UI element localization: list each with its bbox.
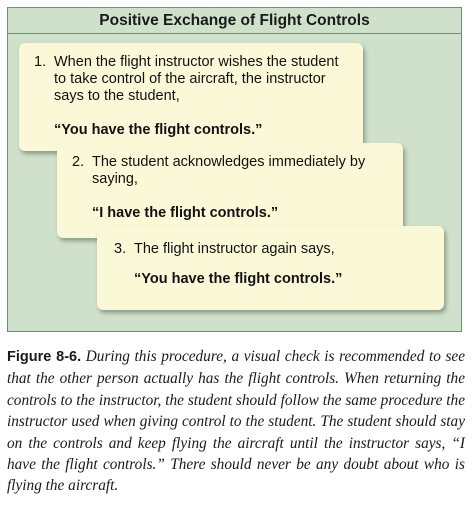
figure-panel <box>7 7 462 332</box>
step-number: 2. <box>72 154 85 170</box>
step-quote: “I have the flight controls.” <box>92 205 279 221</box>
step-quote: “You have the flight controls.” <box>134 271 343 287</box>
step-card-3 <box>97 226 444 310</box>
step-number: 3. <box>114 241 127 257</box>
panel-title: Positive Exchange of Flight Controls <box>8 8 461 34</box>
step-quote: “You have the flight controls.” <box>54 122 263 138</box>
caption-text: During this procedure, a visual check is recommended to see that the other person actually has the flight controls. When returning the controls to the instructor, the student should follow the same procedure the instructor used when giving control to the student. The student should stay on the controls and keep flying the aircraft until the instructor says, “I have the flight controls.” There should never be any doubt about who is flying the aircraft. <box>7 348 465 495</box>
step-card-1 <box>19 43 363 151</box>
step-card-2 <box>57 143 403 238</box>
step-number: 1. <box>34 54 47 70</box>
step-text: The student acknowledges immediately by saying, <box>92 154 366 187</box>
step-text: The flight instructor again says, <box>134 241 335 257</box>
step-text: When the flight instructor wishes the student to take control of the aircraft, the instructor says to the student, <box>54 54 339 104</box>
figure-caption <box>7 346 465 497</box>
caption-label: Figure 8-6. <box>7 349 82 365</box>
